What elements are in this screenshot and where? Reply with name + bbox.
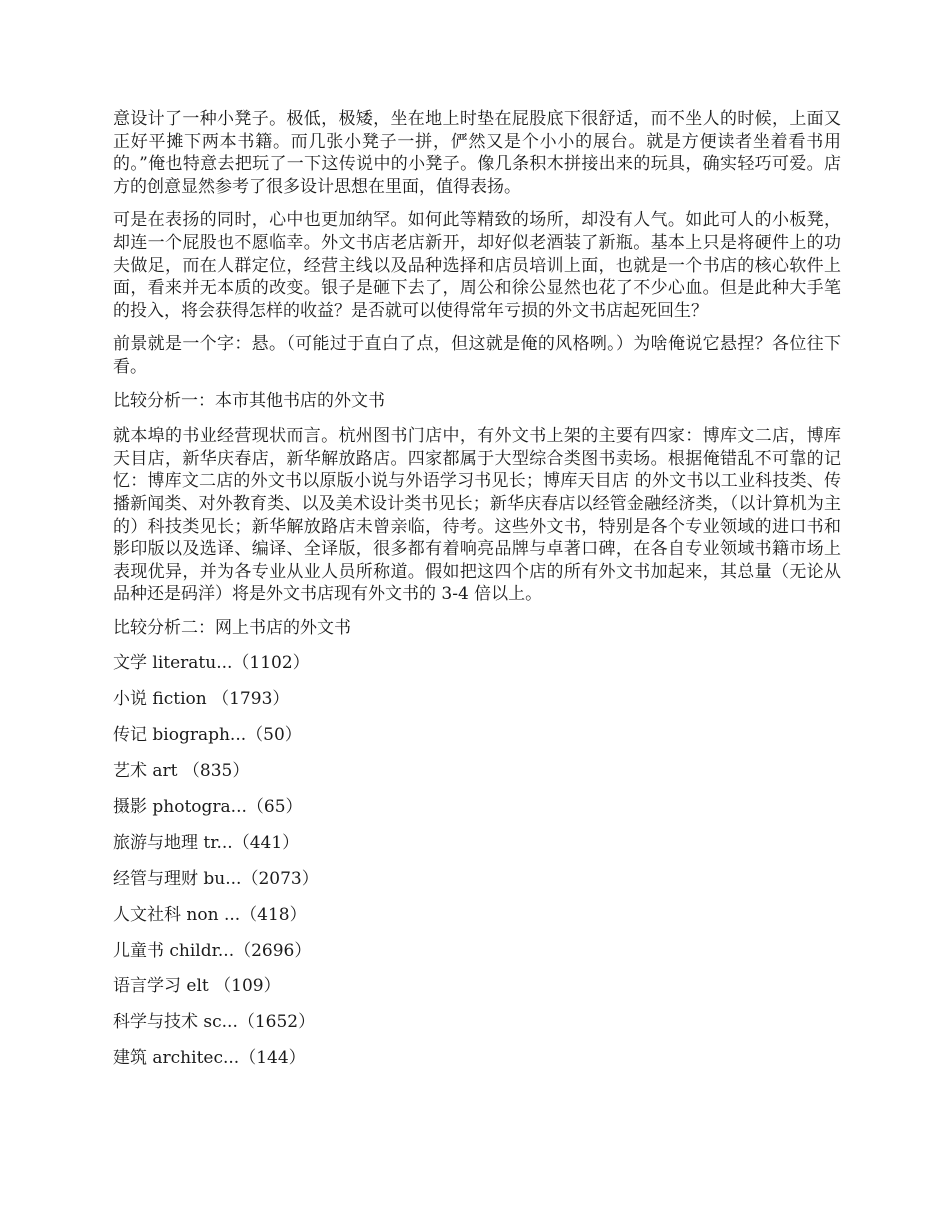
paragraph-outlook: 前景就是一个字：悬。（可能过于直白了点，但这就是俺的风格咧。）为啥俺说它悬捏？各位往下看。 (113, 334, 841, 377)
list-item: 传记 biograph...（50） (113, 725, 302, 746)
list-item: 文学 literatu...（1102） (113, 653, 310, 674)
list-item: 经管与理财 bu...（2073） (113, 868, 319, 889)
paragraph-local-bookstores: 就本埠的书业经营现状而言。杭州图书门店中，有外文书上架的主要有四家：博库文二店，博库天目店，新华庆春店，新华解放路店。四家都属于大型综合类图书卖场。根据俺错乱不可靠的记忆：博库文二店的外文书以原版小说与外语学习书见长；博库天目店 的外文书以工业科技类、传播新闻类、对外教育类、以及美术设计类书见长；新华庆春店以经管金融经济类，（以计算机为主的）科技类见长；新华解放路店未曾亲临，待考。这些外文书，特别是各个专业领域的进口书和影印版以及选译、编译、全译版，很多都有着响亮品牌与卓著口碑，在各自专业领域书籍市场上表现优异，并为各专业从业人员所称道。假如把这四个店的所有外文书加起来，其总量（无论从品种还是码洋）将是外文书店现有外文书的 3-4 倍以上。 (113, 426, 841, 605)
list-item: 小说 fiction （1793） (113, 689, 290, 710)
paragraph-stool-design: 意设计了一种小凳子。极低，极矮，坐在地上时垫在屁股底下很舒适，而不坐人的时候，上面又正好平摊下两本书籍。而几张小凳子一拼，俨然又是个小小的展台。就是方便读者坐着看书用的。”俺也特意去把玩了一下这传说中的小凳子。像几条积木拼接出来的玩具，确实轻巧可爱。店方的创意显然参考了很多设计思想在里面，值得表扬。 (113, 109, 841, 197)
list-item: 科学与技术 sc...（1652） (113, 1012, 316, 1033)
list-item: 人文社科 non ...（418） (113, 904, 307, 925)
section-heading-online-bookstores: 比较分析二：网上书店的外文书 (113, 617, 351, 638)
list-item: 语言学习 elt （109） (113, 976, 281, 997)
section-heading-local-bookstores: 比较分析一：本市其他书店的外文书 (113, 390, 385, 411)
list-item: 摄影 photogra...（65） (113, 797, 303, 818)
list-item: 儿童书 childr...（2696） (113, 940, 312, 961)
category-list (113, 652, 841, 1069)
list-item: 艺术 art （835） (113, 761, 250, 782)
article-body (113, 108, 841, 1083)
list-item: 建筑 architec...（144） (113, 1048, 306, 1069)
list-item: 旅游与地理 tr...（441） (113, 832, 300, 853)
paragraph-praise-and-doubt: 可是在表扬的同时，心中也更加纳罕。如何此等精致的场所，却没有人气。如此可人的小板凳，却连一个屁股也不愿临幸。外文书店老店新开，却好似老酒装了新瓶。基本上只是将硬件上的功夫做足，而在人群定位，经营主线以及品种选择和店员培训上面，也就是一个书店的核心软件上面，看来并无本质的改变。银子是砸下去了，周公和徐公显然也花了不少心血。但是此种大手笔的投入，将会获得怎样的收益？是否就可以使得常年亏损的外文书店起死回生？ (113, 210, 841, 321)
